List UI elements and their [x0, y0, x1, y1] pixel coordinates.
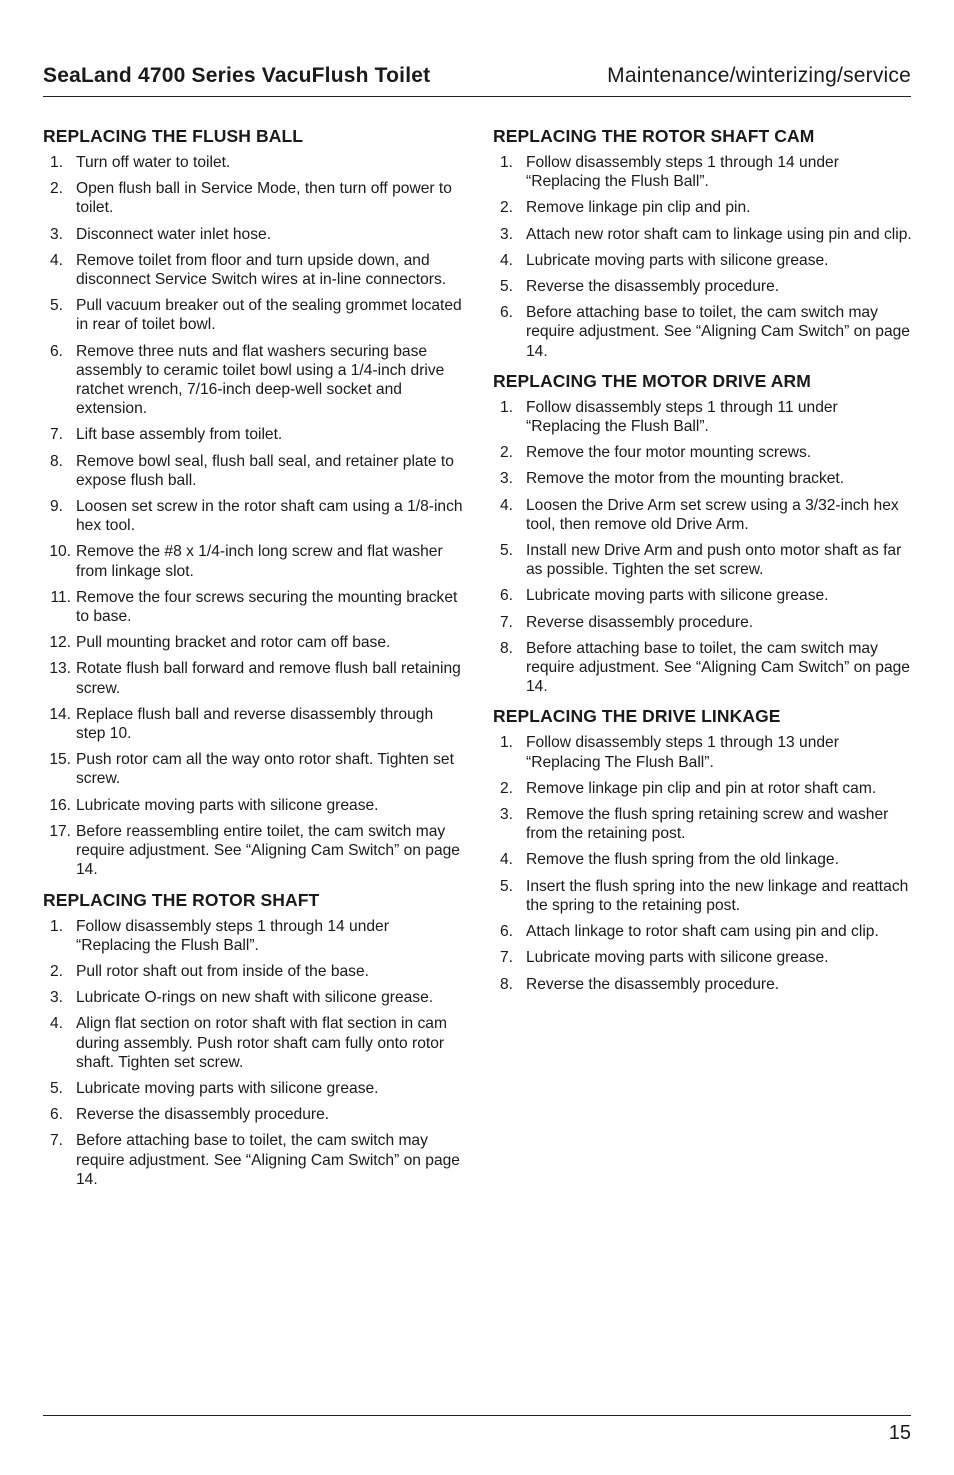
- step-item: [493, 850, 913, 869]
- section-heading: REPLACING THE DRIVE LINKAGE: [493, 706, 781, 727]
- step-text: Remove bowl seal, flush ball seal, and retainer plate to expose flush ball.: [76, 452, 454, 489]
- step-number: 2.: [499, 199, 513, 217]
- procedure-section: [493, 126, 913, 361]
- step-number: 12.: [49, 634, 71, 652]
- step-item: [493, 779, 913, 798]
- step-text: Loosen set screw in the rotor shaft cam using a 1/8-inch hex tool.: [76, 498, 463, 535]
- step-item: [493, 443, 913, 462]
- step-item: [493, 153, 913, 191]
- step-number: 1.: [499, 734, 513, 752]
- step-item: [43, 1131, 463, 1189]
- step-item: [43, 225, 463, 244]
- right-column: [493, 126, 913, 1004]
- step-number: 4.: [49, 1015, 63, 1033]
- section-title: Maintenance/winterizing/service: [607, 64, 911, 87]
- step-number: 5.: [49, 297, 63, 315]
- procedure-section: [493, 371, 913, 697]
- step-number: 6.: [499, 923, 513, 941]
- step-number: 15.: [49, 751, 71, 769]
- step-text: Reverse the disassembly procedure.: [76, 1106, 330, 1124]
- step-number: 6.: [49, 342, 63, 360]
- step-text: Push rotor cam all the way onto rotor shaft. Tighten set screw.: [76, 751, 454, 788]
- step-text: Loosen the Drive Arm set screw using a 3/32-inch hex tool, then remove old Drive Arm.: [526, 496, 899, 533]
- step-text: Insert the flush spring into the new linkage and reattach the spring to the retaining post.: [526, 877, 909, 914]
- step-text: Open flush ball in Service Mode, then turn off power to toilet.: [76, 180, 452, 217]
- step-text: Lubricate moving parts with silicone grease.: [526, 587, 829, 605]
- step-text: Remove the motor from the mounting bracket.: [526, 470, 845, 488]
- step-item: [43, 296, 463, 334]
- step-item: [43, 452, 463, 490]
- step-list: [43, 917, 463, 1189]
- step-item: [43, 588, 463, 626]
- step-item: [493, 805, 913, 843]
- procedure-section: [43, 890, 463, 1189]
- step-text: Replace flush ball and reverse disassembly through step 10.: [76, 705, 434, 743]
- step-item: [493, 975, 913, 994]
- footer-rule: [43, 1415, 911, 1416]
- step-item: [493, 733, 913, 771]
- step-list: [43, 153, 463, 880]
- step-text: Remove the flush spring retaining screw and washer from the retaining post.: [526, 806, 889, 843]
- step-number: 10.: [49, 543, 71, 561]
- step-text: Before reassembling entire toilet, the cam switch may require adjustment. See “Aligning Cam Switch” on page 14.: [76, 822, 460, 879]
- step-number: 17.: [49, 822, 71, 840]
- step-number: 2.: [499, 444, 513, 462]
- step-text: Before attaching base to toilet, the cam switch may require adjustment. See “Aligning Cam Switch” on page 14.: [526, 639, 910, 696]
- step-item: [43, 497, 463, 535]
- step-item: [43, 633, 463, 652]
- step-text: Follow disassembly steps 1 through 14 under “Replacing the Flush Ball”.: [526, 154, 839, 191]
- step-number: 1.: [499, 154, 513, 171]
- step-number: 3.: [49, 225, 63, 243]
- step-text: Attach new rotor shaft cam to linkage using pin and clip.: [526, 225, 912, 243]
- step-text: Follow disassembly steps 1 through 11 under “Replacing the Flush Ball”.: [526, 398, 838, 436]
- page-number: 15: [888, 1422, 911, 1444]
- step-item: [43, 153, 463, 172]
- step-item: [43, 1105, 463, 1124]
- step-number: 8.: [49, 452, 63, 470]
- step-text: Lift base assembly from toilet.: [76, 426, 283, 444]
- step-number: 7.: [499, 949, 513, 967]
- step-text: Rotate flush ball forward and remove flush ball retaining screw.: [76, 660, 461, 697]
- section-heading: REPLACING THE ROTOR SHAFT: [43, 889, 320, 910]
- step-number: 13.: [49, 660, 71, 678]
- step-number: 3.: [499, 806, 513, 824]
- step-item: [493, 496, 913, 534]
- step-item: [493, 586, 913, 605]
- step-item: [43, 542, 463, 580]
- step-text: Attach linkage to rotor shaft cam using pin and clip.: [526, 923, 879, 941]
- step-text: Lubricate moving parts with silicone grease.: [526, 949, 829, 967]
- step-list: [493, 153, 913, 361]
- step-item: [493, 613, 913, 632]
- step-text: Lubricate O-rings on new shaft with silicone grease.: [76, 989, 434, 1007]
- step-item: [493, 398, 913, 436]
- step-number: 16.: [49, 796, 71, 814]
- step-text: Disconnect water inlet hose.: [76, 225, 272, 243]
- step-text: Pull vacuum breaker out of the sealing grommet located in rear of toilet bowl.: [76, 297, 462, 334]
- step-number: 8.: [499, 639, 513, 657]
- step-number: 1.: [49, 154, 63, 171]
- step-text: Remove linkage pin clip and pin at rotor shaft cam.: [526, 779, 877, 797]
- step-number: 6.: [49, 1106, 63, 1124]
- step-item: [43, 705, 463, 743]
- step-number: 5.: [499, 278, 513, 296]
- step-text: Remove linkage pin clip and pin.: [526, 199, 751, 217]
- step-number: 2.: [49, 962, 63, 980]
- step-text: Align flat section on rotor shaft with flat section in cam during assembly. Push rotor shaft cam fully onto rotor shaft. Tighten set screw.: [76, 1015, 447, 1071]
- step-number: 1.: [49, 917, 63, 935]
- step-item: [493, 198, 913, 217]
- step-item: [493, 877, 913, 915]
- step-text: Before attaching base to toilet, the cam switch may require adjustment. See “Aligning Cam Switch” on page 14.: [76, 1132, 460, 1188]
- step-number: 5.: [499, 542, 513, 560]
- procedure-section: [493, 706, 913, 993]
- step-text: Follow disassembly steps 1 through 13 under “Replacing The Flush Ball”.: [526, 734, 839, 771]
- step-number: 6.: [499, 587, 513, 605]
- step-item: [43, 1079, 463, 1098]
- step-item: [493, 948, 913, 967]
- step-item: [493, 541, 913, 579]
- step-text: Remove the four screws securing the mounting bracket to base.: [76, 588, 458, 626]
- step-number: 3.: [49, 989, 63, 1007]
- procedure-section: [43, 126, 463, 880]
- step-item: [43, 988, 463, 1007]
- step-number: 14.: [49, 705, 71, 723]
- step-text: Lubricate moving parts with silicone grease.: [76, 1079, 379, 1097]
- step-item: [43, 251, 463, 289]
- step-item: [43, 179, 463, 217]
- section-heading: REPLACING THE FLUSH BALL: [43, 126, 304, 146]
- step-item: [493, 639, 913, 697]
- step-number: 4.: [49, 251, 63, 269]
- step-number: 8.: [499, 975, 513, 993]
- step-number: 11.: [50, 588, 71, 606]
- step-number: 6.: [499, 304, 513, 322]
- step-number: 1.: [499, 398, 513, 416]
- step-text: Reverse disassembly procedure.: [526, 613, 754, 631]
- step-list: [493, 733, 913, 993]
- step-text: Remove toilet from floor and turn upside down, and disconnect Service Switch wires at in-line connectors.: [76, 251, 447, 289]
- step-text: Before attaching base to toilet, the cam switch may require adjustment. See “Aligning Cam Switch” on page 14.: [526, 304, 910, 360]
- step-number: 2.: [49, 180, 63, 198]
- step-text: Lubricate moving parts with silicone grease.: [76, 796, 379, 814]
- section-heading: REPLACING THE ROTOR SHAFT CAM: [493, 126, 815, 146]
- step-item: [43, 425, 463, 444]
- step-text: Remove the #8 x 1/4-inch long screw and flat washer from linkage slot.: [76, 543, 443, 580]
- step-text: Pull mounting bracket and rotor cam off base.: [76, 634, 391, 652]
- step-text: Install new Drive Arm and push onto motor shaft as far as possible. Tighten the set screw.: [526, 542, 902, 579]
- step-item: [493, 225, 913, 244]
- step-number: 5.: [49, 1079, 63, 1097]
- step-number: 9.: [49, 498, 63, 516]
- step-text: Reverse the disassembly procedure.: [526, 278, 780, 296]
- step-text: Reverse the disassembly procedure.: [526, 975, 780, 993]
- step-number: 3.: [499, 470, 513, 488]
- step-item: [43, 917, 463, 955]
- step-item: [493, 277, 913, 296]
- step-item: [493, 303, 913, 361]
- left-column: [43, 126, 463, 1199]
- step-text: Remove the four motor mounting screws.: [526, 444, 812, 462]
- step-number: 7.: [499, 613, 513, 631]
- step-number: 7.: [49, 1132, 63, 1150]
- step-number: 2.: [499, 779, 513, 797]
- step-number: 7.: [49, 426, 63, 444]
- step-item: [43, 750, 463, 788]
- step-text: Remove the flush spring from the old linkage.: [526, 851, 839, 869]
- step-text: Pull rotor shaft out from inside of the base.: [76, 962, 369, 980]
- document-title: SeaLand 4700 Series VacuFlush Toilet: [43, 64, 431, 87]
- step-item: [493, 922, 913, 941]
- step-text: Lubricate moving parts with silicone grease.: [526, 251, 829, 269]
- step-item: [493, 251, 913, 270]
- step-item: [43, 962, 463, 981]
- step-item: [43, 1014, 463, 1072]
- step-text: Follow disassembly steps 1 through 14 under “Replacing the Flush Ball”.: [76, 917, 389, 954]
- step-item: [43, 796, 463, 815]
- step-number: 3.: [499, 225, 513, 243]
- step-item: [43, 822, 463, 880]
- step-item: [493, 469, 913, 488]
- step-number: 5.: [499, 877, 513, 895]
- step-number: 4.: [499, 496, 513, 514]
- page-header: [43, 62, 911, 97]
- step-text: Remove three nuts and flat washers securing base assembly to ceramic toilet bowl using a 1/4-inch drive ratchet wrench, 7/16-inch deep-well socket and extension.: [76, 342, 445, 418]
- step-item: [43, 659, 463, 697]
- step-text: Turn off water to toilet.: [76, 154, 231, 171]
- step-item: [43, 342, 463, 419]
- step-number: 4.: [499, 251, 513, 269]
- step-list: [493, 398, 913, 697]
- step-number: 4.: [499, 851, 513, 869]
- section-heading: REPLACING THE MOTOR DRIVE ARM: [493, 370, 811, 391]
